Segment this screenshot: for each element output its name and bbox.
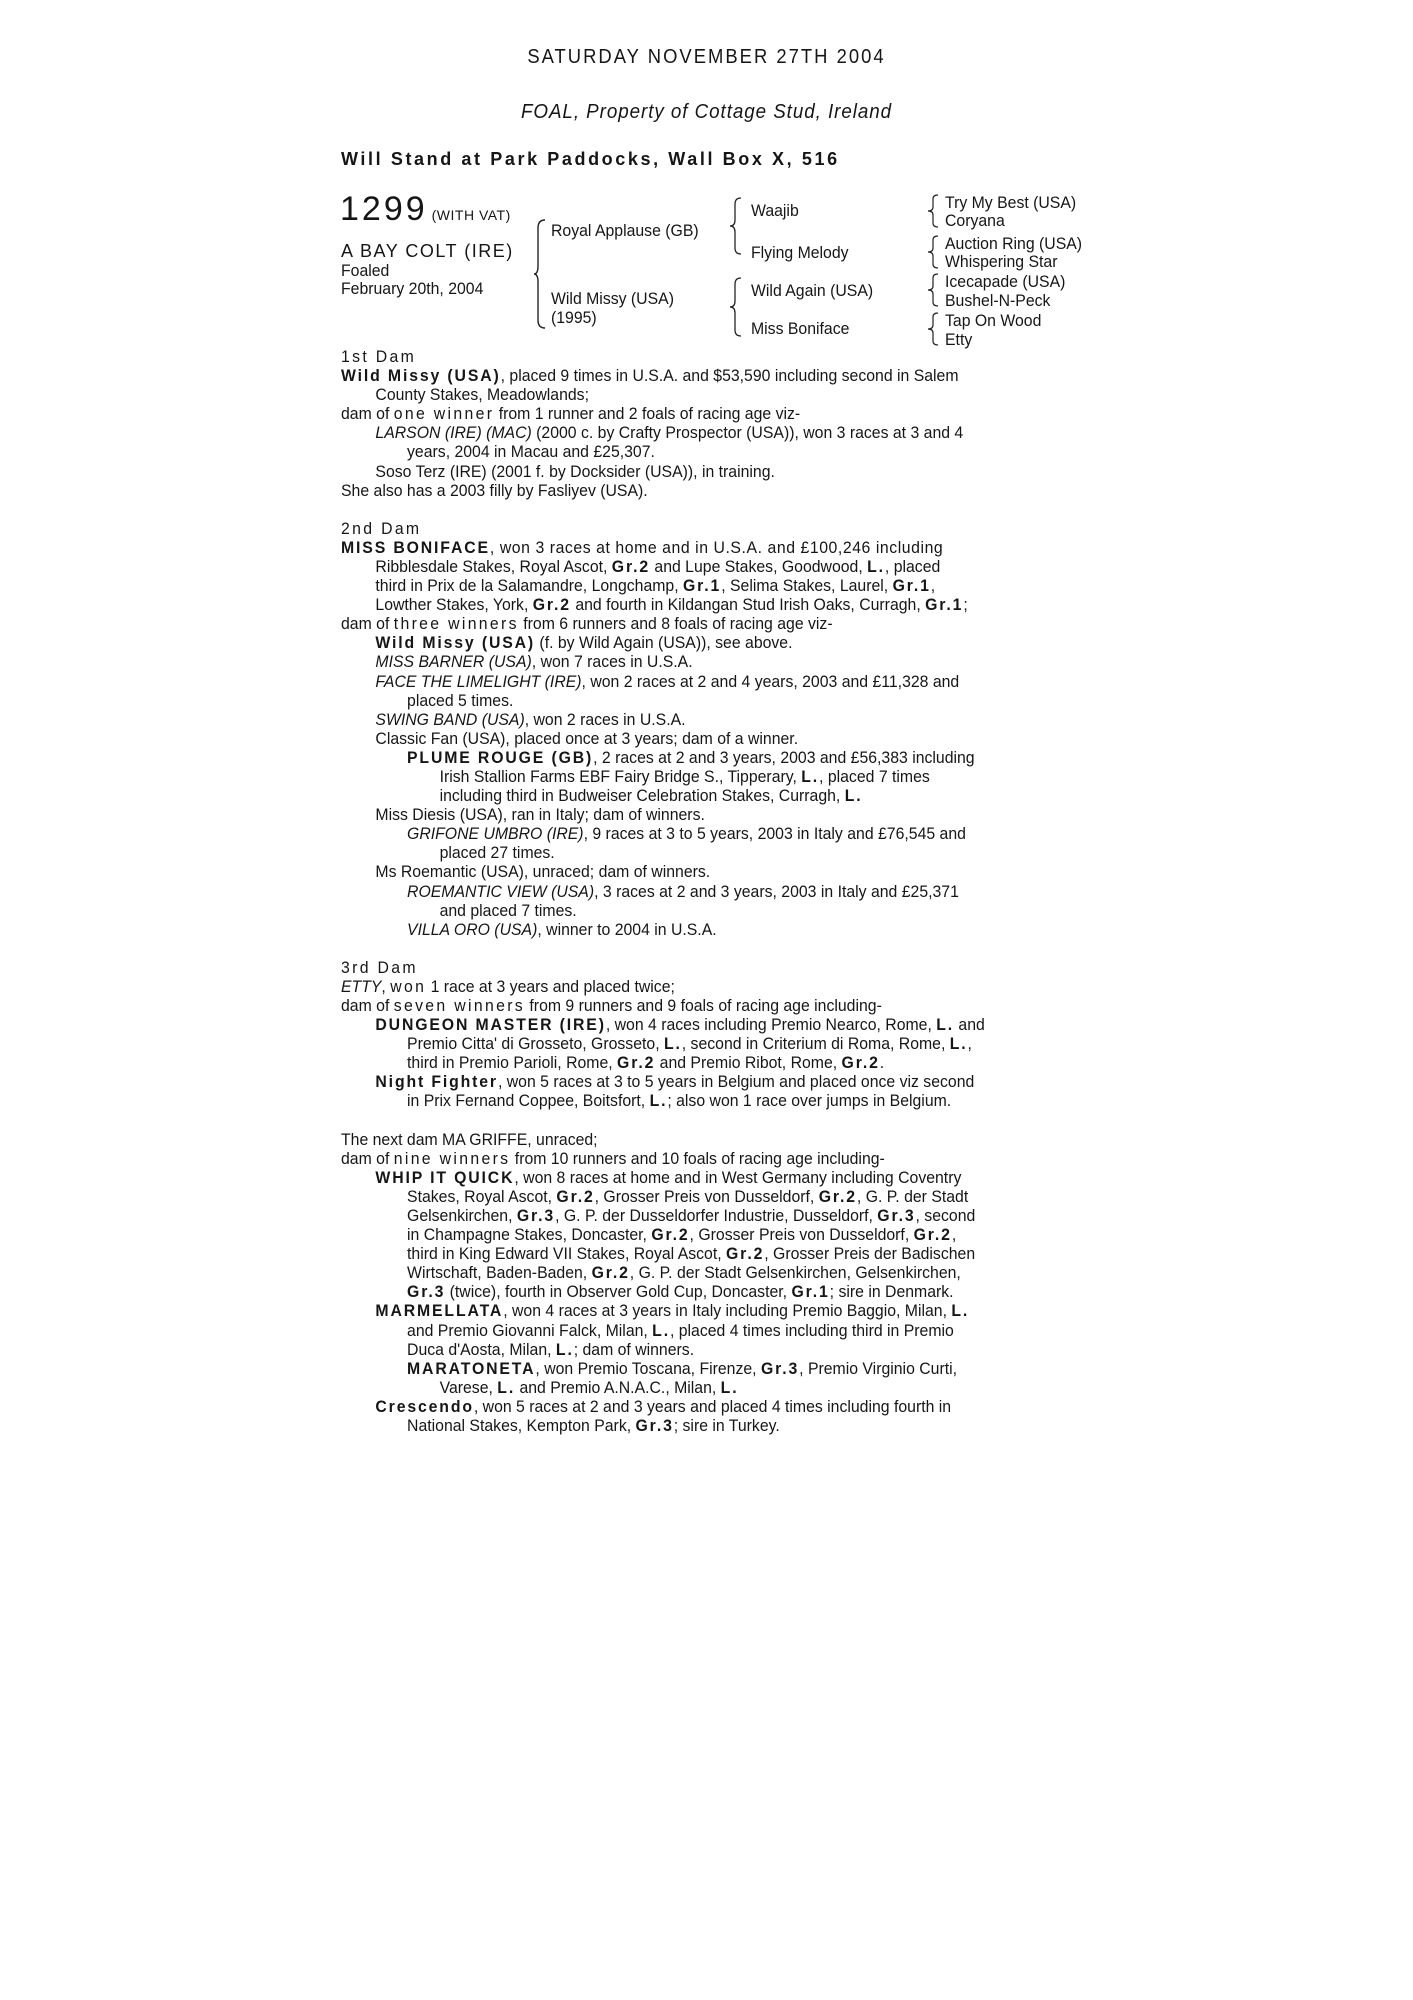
text: in Champagne Stakes, Doncaster,: [407, 1225, 652, 1245]
winners-count: one winner: [393, 404, 495, 424]
pedigree-g6: Bushel-N-Peck: [945, 291, 1051, 310]
text: , second in Criterium di Roma, Rome,: [681, 1034, 950, 1054]
text: dam of: [341, 996, 394, 1015]
grade: L.: [720, 1377, 739, 1397]
text: in Prix Fernand Coppee, Boitsfort,: [407, 1091, 650, 1111]
grade: Gr.1: [892, 576, 931, 596]
text: , Selima Stakes, Laurel,: [721, 576, 893, 596]
text: ; also won 1 race over jumps in Belgium.: [667, 1091, 952, 1111]
lot-heading: [340, 190, 511, 229]
horse-name: FACE THE LIMELIGHT (IRE): [375, 671, 582, 691]
text: , 3 races at 2 and 3 years, 2003 in Italy and £25,371: [594, 881, 959, 901]
pedigree-brace-g4: [927, 311, 939, 347]
grade: L.: [497, 1377, 516, 1397]
grade: Gr.3: [877, 1205, 916, 1225]
text: , G. P. der Dusseldorfer Industrie, Dusseldorf,: [555, 1205, 878, 1225]
horse-name: LARSON (IRE) (MAC): [375, 423, 532, 443]
pedigree-g4: Whispering Star: [945, 252, 1058, 271]
second-dam-line: [341, 672, 1029, 691]
horse-name: VILLA ORO (USA): [407, 919, 538, 939]
third-dam-line: [341, 996, 1029, 1015]
text: (twice), fourth in Observer Gold Cup, Doncaster,: [445, 1282, 792, 1302]
text: , G. P. der Stadt: [856, 1186, 969, 1206]
foaled-label: Foaled: [341, 261, 390, 280]
text: ,: [967, 1034, 972, 1054]
horse-name: DUNGEON MASTER (IRE): [375, 1015, 606, 1035]
first-dam-line: [341, 366, 1029, 385]
grade: L.: [555, 1339, 574, 1359]
grade: L.: [949, 1034, 968, 1054]
next-dam-line: [341, 1244, 1029, 1263]
third-dam-line: [341, 977, 1029, 996]
second-dam-line: [341, 786, 1029, 805]
next-dam-line: [341, 1225, 1029, 1244]
second-dam-line: and placed 7 times.: [439, 900, 577, 920]
text: , placed 7 times: [819, 766, 930, 786]
third-dam-heading: 3rd Dam: [341, 957, 418, 977]
grade: Gr.1: [791, 1282, 830, 1302]
next-dam-line: [341, 1282, 1029, 1301]
horse-name: MISS BARNER (USA): [375, 652, 532, 672]
grade: L.: [801, 766, 820, 786]
text: , G. P. der Stadt Gelsenkirchen, Gelsenkirchen,: [629, 1263, 961, 1283]
next-dam-line: [341, 1416, 1029, 1435]
second-dam-line: [341, 710, 1029, 729]
text: dam of: [341, 1148, 394, 1168]
winners-count: nine winners: [393, 1148, 511, 1168]
third-dam-line: [341, 1015, 1029, 1034]
second-dam-line: Miss Diesis (USA), ran in Italy; dam of winners.: [375, 805, 705, 825]
second-dam-line: placed 27 times.: [439, 843, 555, 863]
text: Irish Stallion Farms EBF Fairy Bridge S., Tipperary,: [439, 766, 802, 786]
text: and Lupe Stakes, Goodwood,: [650, 556, 868, 576]
second-dam-line: [341, 652, 1029, 671]
second-dam-line: Classic Fan (USA), placed once at 3 years; dam of a winner.: [375, 728, 799, 748]
text: and Premio A.N.A.C., Milan,: [515, 1377, 721, 1397]
second-dam-line: [341, 633, 1029, 652]
text: Lowther Stakes, York,: [375, 595, 533, 615]
horse-name: Wild Missy (USA): [375, 633, 536, 653]
pedigree-dam-sire: Wild Again (USA): [751, 281, 874, 300]
third-dam-line: [341, 1053, 1029, 1072]
pedigree-dam-dam: Miss Boniface: [751, 319, 850, 338]
text: ; sire in Denmark.: [829, 1282, 954, 1302]
text: , won 2 races at 2 and 4 years, 2003 and £11,328 and: [581, 671, 960, 691]
first-dam-line: [341, 404, 1029, 423]
text: ,: [381, 976, 391, 996]
grade: L.: [867, 556, 885, 576]
horse-name: MARATONETA: [407, 1358, 536, 1378]
pedigree-brace-dam: [729, 276, 743, 338]
second-dam-line: [341, 557, 1029, 576]
grade: L.: [951, 1301, 970, 1321]
text: , won 4 races including Premio Nearco, Rome,: [605, 1015, 937, 1035]
horse-name: Crescendo: [375, 1396, 474, 1416]
grade: Gr.2: [841, 1053, 880, 1073]
text: , placed: [884, 556, 941, 576]
horse-name: ROEMANTIC VIEW (USA): [407, 881, 595, 901]
grade: Gr.2: [818, 1186, 857, 1206]
text: , placed 9 times in U.S.A. and $53,590 including second in Salem: [500, 366, 959, 386]
second-dam-line: [341, 538, 1029, 557]
text: , won 5 races at 3 to 5 years in Belgium and placed once viz second: [497, 1072, 975, 1092]
horse-name: GRIFONE UMBRO (IRE): [407, 824, 584, 844]
text: , winner to 2004 in U.S.A.: [537, 919, 717, 939]
text: , won 3 races at home and in U.S.A. and £100,246 including: [489, 537, 944, 557]
text: , Grosser Preis der Badischen: [764, 1244, 976, 1264]
first-dam-heading: 1st Dam: [341, 347, 417, 366]
next-dam-line: [341, 1187, 1029, 1206]
text: , won 5 races at 2 and 3 years and placed 4 times including fourth in: [473, 1396, 952, 1416]
first-dam-line: She also has a 2003 filly by Fasliyev (USA).: [341, 480, 648, 500]
text: Wirtschaft, Baden-Baden,: [407, 1263, 592, 1283]
spacer: [341, 1111, 1029, 1130]
property-line: FOAL, Property of Cottage Stud, Ireland: [520, 101, 893, 123]
text: Ribblesdale Stakes, Royal Ascot,: [375, 556, 612, 576]
pedigree-brace-sire: [729, 196, 743, 256]
next-dam-line: [341, 1397, 1029, 1416]
text: , Premio Virginio Curti,: [799, 1358, 958, 1378]
third-dam-name: ETTY: [341, 976, 382, 996]
second-dam-line: [341, 748, 1029, 767]
text: , 9 races at 3 to 5 years, 2003 in Italy and £76,545 and: [583, 824, 966, 844]
second-dam-line: Ms Roemantic (USA), unraced; dam of winners.: [375, 862, 711, 882]
first-dam-line: [341, 423, 1029, 442]
text: and Premio Giovanni Falck, Milan,: [407, 1320, 653, 1340]
next-dam-line: [341, 1263, 1029, 1282]
lot-number: 1299: [340, 190, 428, 228]
pedigree-sire-sire: Waajib: [751, 201, 799, 220]
sale-date: SATURDAY NOVEMBER 27TH 2004: [527, 46, 886, 68]
text: ; sire in Turkey.: [673, 1415, 780, 1435]
text: and fourth in Kildangan Stud Irish Oaks, Curragh,: [570, 595, 926, 615]
grade: Gr.2: [617, 1053, 656, 1073]
pedigree-g1: Try My Best (USA): [945, 193, 1077, 212]
pedigree-sire-dam: Flying Melody: [751, 243, 849, 262]
pedigree-g7: Tap On Wood: [945, 311, 1042, 330]
second-dam-line: [341, 920, 1029, 939]
text: , won 4 races at 3 years in Italy including Premio Baggio, Milan,: [503, 1301, 952, 1321]
second-dam-line: placed 5 times.: [407, 690, 514, 710]
foaled-info: [341, 262, 483, 298]
text: and Premio Ribot, Rome,: [655, 1053, 842, 1073]
text: National Stakes, Kempton Park,: [407, 1415, 636, 1435]
text: from 10 runners and 10 foals of racing age including-: [510, 1148, 885, 1168]
text: Premio Citta' di Grosseto, Grosseto,: [407, 1034, 664, 1054]
text: ;: [963, 595, 968, 615]
grade: Gr.2: [611, 556, 651, 576]
pedigree-brace-g3: [927, 272, 939, 308]
second-dam-line: [341, 824, 1029, 843]
text: , won 2 races in U.S.A.: [524, 709, 686, 729]
grade: Gr.2: [726, 1244, 765, 1264]
grade: Gr.2: [651, 1225, 690, 1245]
second-dam-line: [341, 576, 1029, 595]
text: Duca d'Aosta, Milan,: [407, 1339, 556, 1359]
grade: Gr.2: [532, 595, 571, 615]
text: third in Premio Parioli, Rome,: [407, 1053, 618, 1073]
text: won: [390, 976, 427, 996]
text: , won 7 races in U.S.A.: [531, 652, 693, 672]
text: ,: [951, 1225, 957, 1245]
second-dam-heading: 2nd Dam: [341, 518, 422, 538]
next-dam-line: [341, 1149, 1029, 1168]
text: .: [879, 1053, 885, 1073]
pedigree-dam: [551, 289, 674, 327]
text: , placed 4 times including third in Premio: [669, 1320, 954, 1340]
horse-name: WHIP IT QUICK: [375, 1167, 515, 1187]
pedigree-brace-g2: [927, 234, 939, 270]
horse-name: MARMELLATA: [375, 1301, 504, 1321]
text: , Grosser Preis von Dusseldorf,: [594, 1186, 819, 1206]
pedigree-dam-year: (1995): [551, 308, 597, 327]
second-dam-line: [341, 595, 1029, 614]
pedigree-notes: [341, 347, 1029, 1435]
text: , Grosser Preis von Dusseldorf,: [689, 1225, 914, 1245]
grade: Gr.3: [407, 1282, 446, 1302]
spacer: [341, 500, 1029, 519]
text: ; dam of winners.: [573, 1339, 695, 1359]
text: from 1 runner and 2 foals of racing age viz-: [494, 404, 801, 424]
next-dam-line: [341, 1340, 1029, 1359]
text: dam of: [341, 614, 394, 634]
text: and: [954, 1015, 985, 1035]
horse-name: PLUME ROUGE (GB): [407, 747, 594, 767]
first-dam-line: County Stakes, Meadowlands;: [375, 385, 589, 405]
grade: L.: [936, 1015, 955, 1035]
text: Varese,: [439, 1377, 498, 1397]
grade: Gr.2: [556, 1186, 595, 1206]
text: from 6 runners and 8 foals of racing age viz-: [518, 614, 833, 634]
winners-count: seven winners: [393, 996, 526, 1015]
first-dam-name: Wild Missy (USA): [341, 366, 501, 386]
text: 1 race at 3 years and placed twice;: [426, 976, 675, 996]
text: ,: [930, 576, 936, 596]
grade: Gr.3: [516, 1205, 556, 1225]
pedigree-g5: Icecapade (USA): [945, 272, 1066, 291]
spacer: [341, 939, 1029, 958]
text: third in King Edward VII Stakes, Royal Ascot,: [407, 1244, 727, 1264]
third-dam-line: [341, 1072, 1029, 1091]
text: from 9 runners and 9 foals of racing age including-: [525, 996, 882, 1015]
text: , won Premio Toscana, Firenze,: [535, 1358, 761, 1378]
grade: L.: [649, 1091, 668, 1111]
text: , second: [915, 1205, 976, 1225]
second-dam-line: [341, 882, 1029, 901]
lot-description: A BAY COLT (IRE): [341, 241, 514, 261]
first-dam-line: years, 2004 in Macau and £25,307.: [407, 442, 655, 462]
grade: Gr.2: [913, 1225, 952, 1245]
grade: L.: [663, 1034, 682, 1054]
second-dam-line: [341, 614, 1029, 633]
text: (2000 c. by Crafty Prospector (USA)), won 3 races at 3 and 4: [531, 423, 964, 443]
text: Gelsenkirchen,: [407, 1205, 517, 1225]
grade: Gr.3: [760, 1358, 800, 1378]
text: including third in Budweiser Celebration Stakes, Curragh,: [439, 786, 845, 806]
next-dam-line: [341, 1168, 1029, 1187]
grade: L.: [844, 786, 863, 806]
pedigree-brace-main: [533, 218, 547, 330]
grade: Gr.3: [635, 1415, 674, 1435]
pedigree-g8: Etty: [945, 330, 973, 349]
text: dam of: [341, 404, 394, 424]
grade: Gr.1: [925, 595, 964, 615]
pedigree-brace-g1: [927, 193, 939, 229]
next-dam-line: The next dam MA GRIFFE, unraced;: [341, 1129, 598, 1149]
second-dam-line: [341, 767, 1029, 786]
next-dam-line: [341, 1301, 1029, 1320]
third-dam-line: [341, 1034, 1029, 1053]
pedigree-dam-name: Wild Missy (USA): [551, 289, 674, 308]
second-dam-name: MISS BONIFACE: [341, 537, 490, 557]
grade: L.: [652, 1320, 670, 1340]
next-dam-line: [341, 1321, 1029, 1340]
grade: Gr.1: [683, 576, 722, 596]
pedigree-g3: Auction Ring (USA): [945, 234, 1083, 253]
text: Stakes, Royal Ascot,: [407, 1186, 557, 1206]
next-dam-line: [341, 1378, 1029, 1397]
winners-count: three winners: [393, 614, 519, 634]
vat-note: (WITH VAT): [431, 207, 511, 223]
foaled-date: February 20th, 2004: [341, 279, 484, 298]
text: , 2 races at 2 and 3 years, 2003 and £56,383 including: [593, 747, 975, 767]
stabling-line: Will Stand at Park Paddocks, Wall Box X, 516: [341, 149, 840, 169]
pedigree-g2: Coryana: [945, 211, 1005, 230]
next-dam-line: [341, 1206, 1029, 1225]
text: (f. by Wild Again (USA)), see above.: [535, 633, 793, 653]
horse-name: Night Fighter: [375, 1072, 498, 1092]
next-dam-line: [341, 1359, 1029, 1378]
pedigree-sire: Royal Applause (GB): [551, 221, 699, 240]
text: third in Prix de la Salamandre, Longchamp,: [375, 576, 684, 596]
grade: Gr.2: [591, 1263, 630, 1283]
text: , won 8 races at home and in West Germany including Coventry: [514, 1167, 962, 1187]
horse-name: SWING BAND (USA): [375, 709, 525, 729]
first-dam-line: Soso Terz (IRE) (2001 f. by Docksider (USA)), in training.: [375, 461, 775, 481]
third-dam-line: [341, 1091, 1029, 1110]
